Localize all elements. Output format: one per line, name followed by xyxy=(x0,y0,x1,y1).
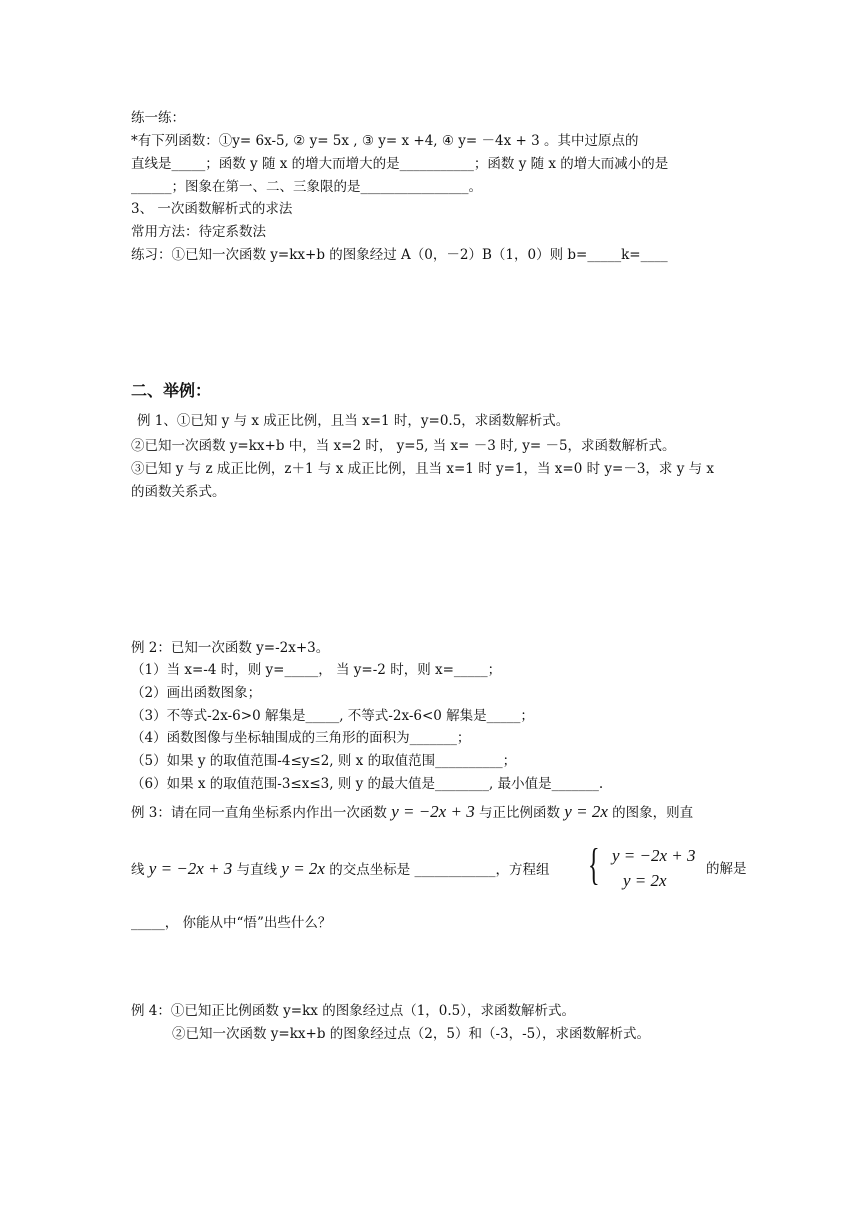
example2-item: （2）画出函数图象； xyxy=(131,685,262,701)
example1-line: ②已知一次函数 y=kx+b 中，当 x=2 时， y=5, 当 x= －3 时, y= －5，求函数解析式。 xyxy=(131,438,676,454)
examples-heading: 二、举例： xyxy=(131,381,212,400)
equation: y = −2x + 3 xyxy=(148,859,233,878)
example2-item: （5）如果 y 的取值范围-4≤y≤2, 则 x 的取值范围__________； xyxy=(131,753,517,769)
brace-symbol: { xyxy=(588,840,600,889)
example1-line: 例 1、①已知 y 与 x 成正比例，且当 x=1 时，y=0.5，求函数解析式。 xyxy=(137,413,570,429)
exercise-line: ______；图象在第一、二、三象限的是________________。 xyxy=(131,179,482,195)
example1-line: ③已知 y 与 z 成正比例，z＋1 与 x 成正比例，且当 x=1 时 y=1，当 x=0 时 y=－3，求 y 与 x xyxy=(131,461,715,477)
system-equation: y = −2x + 3 xyxy=(612,846,696,865)
practice-line: 练习：①已知一次函数 y=kx+b 的图象经过 A（0，－2）B（1，0）则 b=_____k=____ xyxy=(131,247,668,263)
exercise-line: *有下列函数：①y= 6x-5, ② y= 5x , ③ y= x +4, ④ y= －4x + 3 。其中过原点的 xyxy=(131,133,639,149)
review-heading: 练一练： xyxy=(131,110,185,126)
example1-line: 的函数关系式。 xyxy=(131,484,226,500)
example2-item: （6）如果 x 的取值范围-3≤x≤3, 则 y 的最大值是________, 最小值是_______. xyxy=(131,776,604,792)
example3-line: 例 3：请在同一直角坐标系内作出一次函数 y = −2x + 3 与正比例函数 y = 2x 的图象，则直 xyxy=(131,802,694,821)
example2-item: （1）当 x=-4 时，则 y=_____， 当 y=-2 时，则 x=_____； xyxy=(131,662,502,678)
exercise-line: 直线是_____；函数 y 随 x 的增大而增大的是___________；函数 y 随 x 的增大而减小的是 xyxy=(131,156,669,172)
example4-line: ②已知一次函数 y=kx+b 的图象经过点（2，5）和（-3，-5），求函数解析式。 xyxy=(172,1026,650,1042)
equation: y = −2x + 3 xyxy=(391,802,475,821)
example3-line: 的解是 xyxy=(706,861,747,877)
example2-item: （3）不等式-2x-6>0 解集是_____, 不等式-2x-6<0 解集是_____； xyxy=(131,708,534,724)
example2-item: （4）函数图像与坐标轴围成的三角形的面积为_______； xyxy=(131,730,471,746)
system-equation: y = 2x xyxy=(623,871,667,890)
equation: y = 2x xyxy=(281,859,325,878)
section-title: 3、 一次函数解析式的求法 xyxy=(131,201,293,217)
example3-line: _____， 你能从中“悟”出些什么？ xyxy=(131,915,332,931)
equation: y = 2x xyxy=(564,802,608,821)
example2-title: 例 2：已知一次函数 y=-2x+3。 xyxy=(131,640,330,656)
method-line: 常用方法：待定系数法 xyxy=(131,224,266,240)
example4-line: 例 4：①已知正比例函数 y=kx 的图象经过点（1，0.5），求函数解析式。 xyxy=(131,1003,576,1019)
example3-line: 线 y = −2x + 3 与直线 y = 2x 的交点坐标是 ____________，方程组 xyxy=(131,859,550,878)
